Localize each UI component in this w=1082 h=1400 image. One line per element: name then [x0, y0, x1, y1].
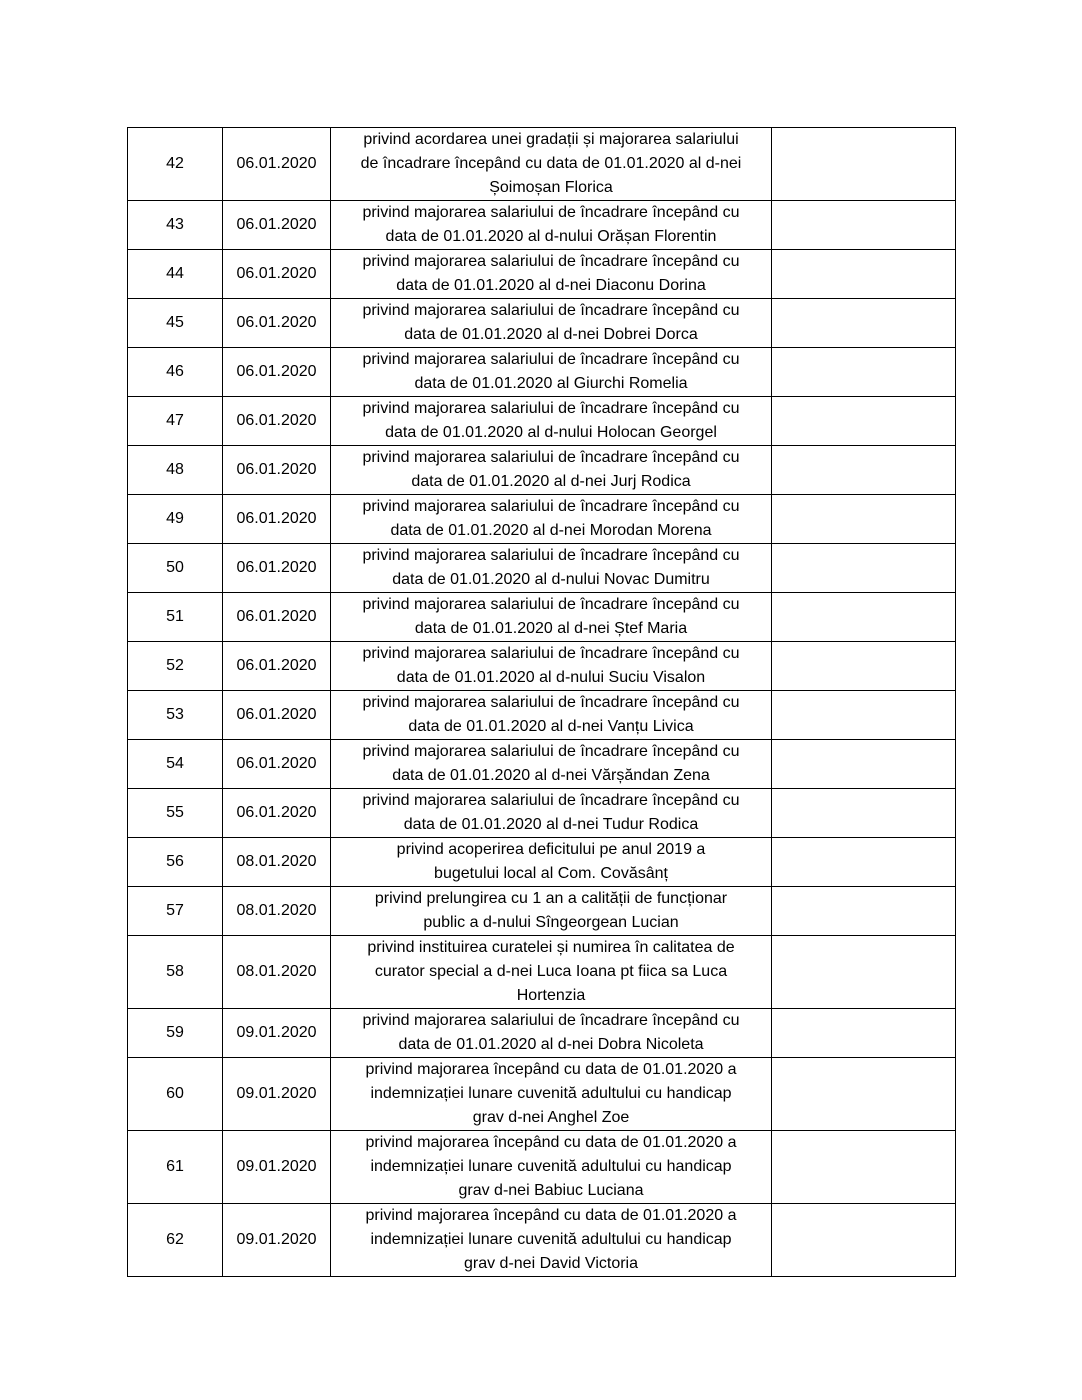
table-row — [128, 936, 956, 1009]
description-line: privind majorarea salariului de încadrare începând cu — [362, 792, 740, 809]
cell-description — [331, 838, 772, 887]
table-row — [128, 1204, 956, 1277]
cell-note — [772, 887, 956, 936]
description-line: data de 01.01.2020 al d-nei Dobra Nicoleta — [398, 1036, 704, 1053]
description-line: privind majorarea începând cu data de 01.01.2020 a — [365, 1134, 737, 1151]
cell-number: 43 — [128, 201, 223, 250]
description-line: indemnizației lunare cuvenită adultului cu handicap — [370, 1085, 732, 1102]
table-row — [128, 495, 956, 544]
cell-date: 09.01.2020 — [223, 1009, 331, 1058]
cell-description — [331, 299, 772, 348]
cell-note — [772, 250, 956, 299]
description-line: privind acoperirea deficitului pe anul 2019 a — [396, 841, 706, 858]
description-line: privind majorarea salariului de încadrare începând cu — [362, 204, 740, 221]
table-row — [128, 544, 956, 593]
cell-description — [331, 593, 772, 642]
description-line: indemnizației lunare cuvenită adultului cu handicap — [370, 1158, 732, 1175]
cell-date: 08.01.2020 — [223, 887, 331, 936]
description-line: grav d-nei David Victoria — [463, 1255, 638, 1272]
cell-description — [331, 495, 772, 544]
description-line: privind majorarea salariului de încadrare începând cu — [362, 1012, 740, 1029]
description-line: privind prelungirea cu 1 an a calității de funcționar — [374, 890, 728, 907]
description-line: bugetului local al Com. Covăsânț — [434, 865, 668, 882]
cell-note — [772, 838, 956, 887]
table-row — [128, 397, 956, 446]
cell-note — [772, 397, 956, 446]
description-line: data de 01.01.2020 al d-nei Vărșăndan Zena — [392, 767, 710, 784]
description-line: data de 01.01.2020 al d-nei Tudur Rodica — [403, 816, 699, 833]
table-row — [128, 128, 956, 201]
cell-description — [331, 201, 772, 250]
cell-description — [331, 642, 772, 691]
decisions-table-body — [128, 128, 956, 1277]
table-row — [128, 1009, 956, 1058]
cell-description — [331, 1058, 772, 1131]
cell-number: 50 — [128, 544, 223, 593]
cell-note — [772, 544, 956, 593]
cell-date: 08.01.2020 — [223, 838, 331, 887]
description-line: grav d-nei Anghel Zoe — [472, 1109, 630, 1126]
table-row — [128, 1131, 956, 1204]
cell-number: 46 — [128, 348, 223, 397]
cell-number: 49 — [128, 495, 223, 544]
cell-date: 06.01.2020 — [223, 446, 331, 495]
description-line: data de 01.01.2020 al d-nului Orășan Florentin — [385, 228, 717, 245]
cell-date: 08.01.2020 — [223, 936, 331, 1009]
cell-date: 06.01.2020 — [223, 495, 331, 544]
description-line: privind majorarea salariului de încadrare începând cu — [362, 743, 740, 760]
description-line: data de 01.01.2020 al d-nului Holocan Georgel — [385, 424, 717, 441]
cell-number: 58 — [128, 936, 223, 1009]
table-row — [128, 348, 956, 397]
cell-description — [331, 691, 772, 740]
cell-number: 59 — [128, 1009, 223, 1058]
cell-description — [331, 397, 772, 446]
table-row — [128, 691, 956, 740]
description-line: indemnizației lunare cuvenită adultului cu handicap — [370, 1231, 732, 1248]
cell-note — [772, 201, 956, 250]
description-line: privind majorarea salariului de încadrare începând cu — [362, 547, 740, 564]
description-line: data de 01.01.2020 al d-nei Diaconu Dorina — [396, 277, 706, 294]
cell-description — [331, 446, 772, 495]
description-line: Hortenzia — [516, 987, 586, 1004]
cell-note — [772, 642, 956, 691]
cell-number: 51 — [128, 593, 223, 642]
cell-description — [331, 789, 772, 838]
cell-description — [331, 1131, 772, 1204]
description-line: de încadrare începând cu data de 01.01.2020 al d-nei — [360, 155, 742, 172]
description-line: data de 01.01.2020 al d-nei Jurj Rodica — [411, 473, 691, 490]
table-row — [128, 593, 956, 642]
cell-date: 06.01.2020 — [223, 128, 331, 201]
description-line: data de 01.01.2020 al d-nei Vanțu Livica — [408, 718, 694, 735]
cell-number: 45 — [128, 299, 223, 348]
cell-note — [772, 936, 956, 1009]
cell-date: 06.01.2020 — [223, 299, 331, 348]
table-row — [128, 887, 956, 936]
cell-note — [772, 1131, 956, 1204]
description-line: privind majorarea salariului de încadrare începând cu — [362, 596, 740, 613]
description-line: data de 01.01.2020 al d-nei Dobrei Dorca — [404, 326, 698, 343]
cell-date: 09.01.2020 — [223, 1131, 331, 1204]
cell-note — [772, 1204, 956, 1277]
cell-date: 06.01.2020 — [223, 348, 331, 397]
description-line: data de 01.01.2020 al Giurchi Romelia — [414, 375, 688, 392]
cell-note — [772, 1058, 956, 1131]
description-line: data de 01.01.2020 al d-nului Suciu Visalon — [396, 669, 706, 686]
description-line: curator special a d-nei Luca Ioana pt fiica sa Luca — [374, 963, 728, 980]
cell-number: 57 — [128, 887, 223, 936]
cell-note — [772, 1009, 956, 1058]
description-line: privind majorarea salariului de încadrare începând cu — [362, 498, 740, 515]
cell-date: 06.01.2020 — [223, 397, 331, 446]
cell-number: 55 — [128, 789, 223, 838]
cell-note — [772, 691, 956, 740]
description-line: data de 01.01.2020 al d-nului Novac Dumitru — [392, 571, 710, 588]
table-row — [128, 789, 956, 838]
cell-date: 06.01.2020 — [223, 544, 331, 593]
description-line: data de 01.01.2020 al d-nei Morodan Morena — [390, 522, 712, 539]
table-row — [128, 201, 956, 250]
cell-note — [772, 789, 956, 838]
cell-number: 47 — [128, 397, 223, 446]
cell-description — [331, 936, 772, 1009]
cell-date: 09.01.2020 — [223, 1204, 331, 1277]
cell-date: 06.01.2020 — [223, 593, 331, 642]
cell-description — [331, 1204, 772, 1277]
description-line: Șoimoșan Florica — [489, 179, 613, 196]
cell-date: 06.01.2020 — [223, 642, 331, 691]
cell-description — [331, 887, 772, 936]
cell-number: 53 — [128, 691, 223, 740]
cell-number: 60 — [128, 1058, 223, 1131]
cell-note — [772, 495, 956, 544]
cell-number: 44 — [128, 250, 223, 299]
cell-note — [772, 128, 956, 201]
description-line: grav d-nei Babiuc Luciana — [458, 1182, 644, 1199]
cell-note — [772, 593, 956, 642]
cell-description — [331, 250, 772, 299]
cell-note — [772, 446, 956, 495]
description-line: privind majorarea salariului de încadrare începând cu — [362, 645, 740, 662]
description-line: privind majorarea începând cu data de 01.01.2020 a — [365, 1207, 737, 1224]
cell-date: 06.01.2020 — [223, 201, 331, 250]
cell-description — [331, 128, 772, 201]
description-line: privind acordarea unei gradații și majorarea salariului — [363, 131, 739, 148]
description-line: privind majorarea salariului de încadrare începând cu — [362, 400, 740, 417]
table-row — [128, 838, 956, 887]
description-line: data de 01.01.2020 al d-nei Ștef Maria — [414, 620, 688, 637]
cell-number: 62 — [128, 1204, 223, 1277]
cell-note — [772, 348, 956, 397]
cell-description — [331, 348, 772, 397]
cell-date: 06.01.2020 — [223, 789, 331, 838]
cell-number: 56 — [128, 838, 223, 887]
table-row — [128, 299, 956, 348]
table-row — [128, 446, 956, 495]
cell-description — [331, 1009, 772, 1058]
cell-number: 54 — [128, 740, 223, 789]
description-line: public a d-nului Sîngeorgean Lucian — [423, 914, 679, 931]
description-line: privind majorarea salariului de încadrare începând cu — [362, 351, 740, 368]
cell-date: 06.01.2020 — [223, 691, 331, 740]
cell-note — [772, 740, 956, 789]
description-line: privind majorarea începând cu data de 01.01.2020 a — [365, 1061, 737, 1078]
description-line: privind majorarea salariului de încadrare începând cu — [362, 449, 740, 466]
cell-number: 61 — [128, 1131, 223, 1204]
description-line: privind instituirea curatelei și numirea în calitatea de — [367, 939, 735, 956]
table-row — [128, 642, 956, 691]
cell-date: 06.01.2020 — [223, 250, 331, 299]
cell-number: 52 — [128, 642, 223, 691]
table-row — [128, 740, 956, 789]
description-line: privind majorarea salariului de încadrare începând cu — [362, 694, 740, 711]
table-row — [128, 1058, 956, 1131]
cell-date: 09.01.2020 — [223, 1058, 331, 1131]
description-line: privind majorarea salariului de încadrare începând cu — [362, 302, 740, 319]
table-row — [128, 250, 956, 299]
decisions-table — [127, 127, 956, 1277]
cell-note — [772, 299, 956, 348]
cell-description — [331, 740, 772, 789]
cell-number: 48 — [128, 446, 223, 495]
cell-description — [331, 544, 772, 593]
cell-number: 42 — [128, 128, 223, 201]
cell-date: 06.01.2020 — [223, 740, 331, 789]
description-line: privind majorarea salariului de încadrare începând cu — [362, 253, 740, 270]
